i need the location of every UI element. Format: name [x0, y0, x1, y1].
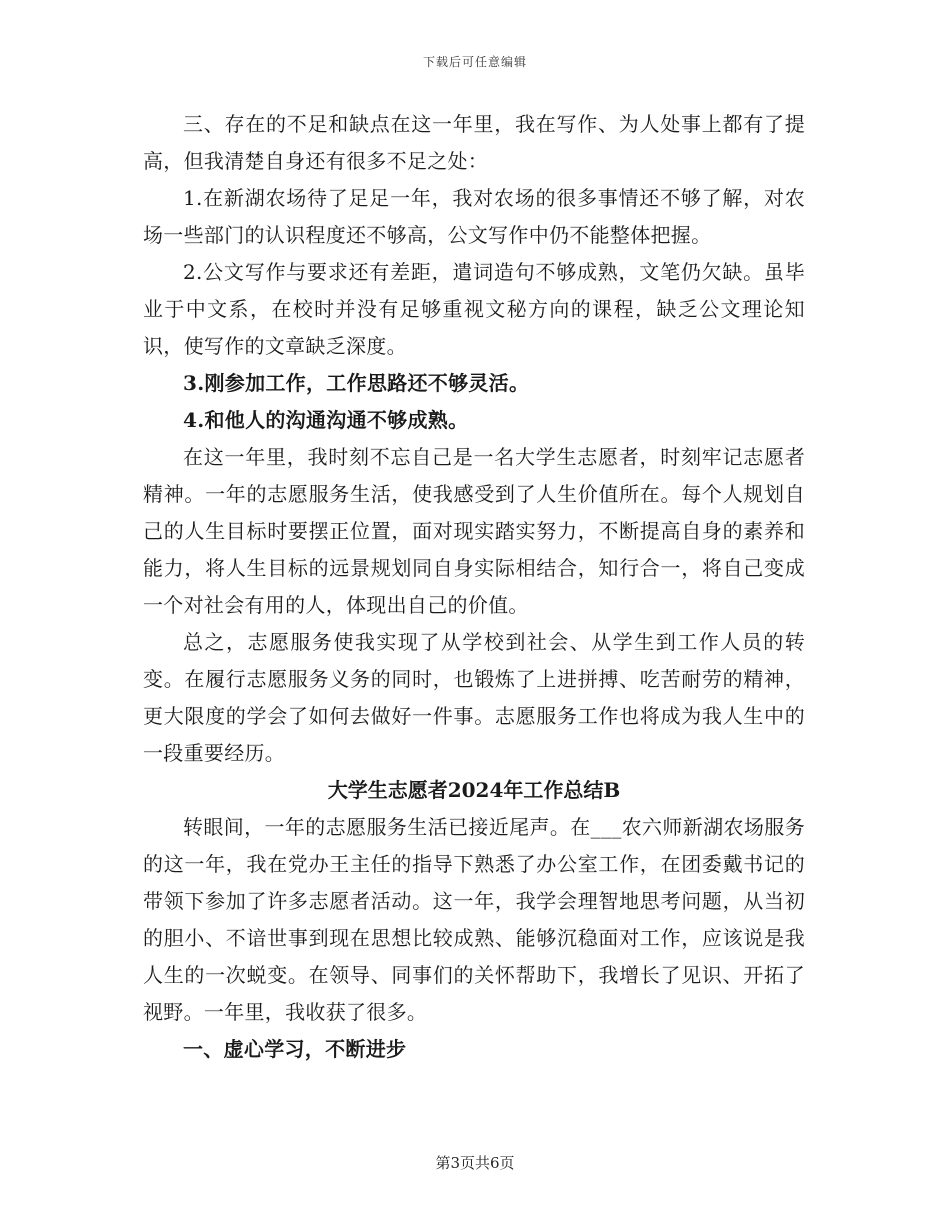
paragraph-reflection: 在这一年里，我时刻不忘自己是一名大学生志愿者，时刻牢记志愿者精神。一年的志愿服务生活，使我感受到了人生价值所在。每个人规划自己的人生目标时要摆正位置，面对现实踏实努力，不断提高自身的素养和能力，将人生目标的远景规划同自身实际相结合，知行合一，将自己变成一个对社会有用的人，体现出自己的价值。	[143, 445, 805, 617]
page-header-note: 下载后可任意编辑	[422, 55, 527, 69]
paragraph-deficiency-4: 4.和他人的沟通沟通不够成熟。	[183, 408, 469, 432]
section-title: 大学生志愿者2024年工作总结B	[327, 778, 621, 802]
paragraph-b-subheading: 一、虚心学习，不断进步	[183, 1037, 407, 1061]
paragraph-deficiency-1: 1.在新湖农场待了足足一年，我对农场的很多事情还不够了解，对农场一些部门的认识程度还不够高，公文写作中仍不能整体把握。	[143, 186, 805, 247]
document-body	[143, 106, 805, 1068]
paragraph-deficiency-2: 2.公文写作与要求还有差距，遣词造句不够成熟，文笔仍欠缺。虽毕业于中文系，在校时并没有足够重视文秘方向的课程，缺乏公文理论知识，使写作的文章缺乏深度。	[143, 260, 805, 358]
page-number: 第3页共6页	[435, 1154, 515, 1172]
paragraph-deficiencies-intro: 三、存在的不足和缺点在这一年里，我在写作、为人处事上都有了提高，但我清楚自身还有很多不足之处：	[143, 112, 805, 173]
paragraph-deficiency-3: 3.刚参加工作，工作思路还不够灵活。	[183, 371, 530, 395]
paragraph-conclusion: 总之，志愿服务使我实现了从学校到社会、从学生到工作人员的转变。在履行志愿服务义务的同时，也锻炼了上进拼搏、吃苦耐劳的精神，更大限度的学会了如何去做好一件事。志愿服务工作也将成为我人生中的一段重要经历。	[143, 630, 805, 765]
paragraph-b-intro: 转眼间，一年的志愿服务生活已接近尾声。在___农六师新湖农场服务的这一年，我在党办王主任的指导下熟悉了办公室工作，在团委戴书记的带领下参加了许多志愿者活动。这一年，我学会理智地思考问题，从当初的胆小、不谙世事到现在思想比较成熟、能够沉稳面对工作，应该说是我人生的一次蜕变。在领导、同事们的关怀帮助下，我增长了见识、开拓了视野。一年里，我收获了很多。	[143, 815, 805, 1024]
